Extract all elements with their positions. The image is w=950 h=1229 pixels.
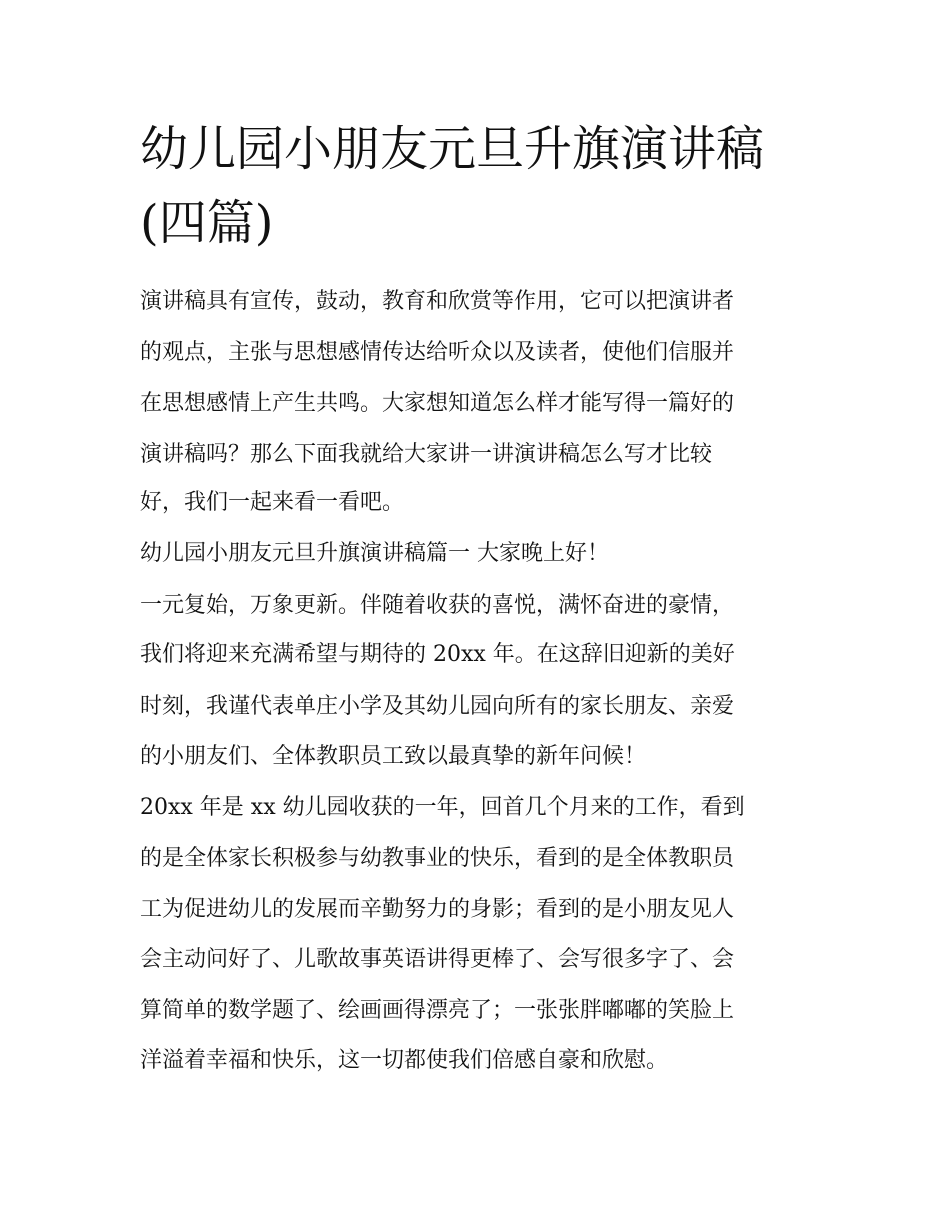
text-line: 在思想感情上产生共鸣。大家想知道怎么样才能写得一篇好的 — [140, 391, 735, 416]
text-line: 洋溢着幸福和快乐，这一切都使我们倍感自豪和欣慰。 — [140, 1048, 669, 1073]
text-line: 时刻，我谨代表单庄小学及其幼儿园向所有的家长朋友、亲爱 — [140, 694, 735, 719]
text-line: 的观点，主张与思想感情传达给听众以及读者，使他们信服并 — [140, 340, 735, 365]
text-line: 演讲稿吗？那么下面我就给大家讲一讲演讲稿怎么写才比较 — [140, 442, 713, 467]
title-line-2: (四篇) — [140, 195, 274, 251]
text-line: 的是全体家长积极参与幼教事业的快乐，看到的是全体教职员 — [140, 846, 735, 871]
document-page — [140, 0, 820, 1229]
text-line: 演讲稿具有宣传，鼓动，教育和欣赏等作用，它可以把演讲者 — [140, 289, 735, 314]
document-title — [140, 112, 820, 260]
text-line: 一元复始，万象更新。伴随着收获的喜悦，满怀奋进的豪情， — [140, 593, 735, 618]
section-heading: 幼儿园小朋友元旦升旗演讲稿篇一 大家晚上好！ — [140, 541, 609, 566]
text-line: 我们将迎来充满希望与期待的 20xx 年。在这辞旧迎新的美好 — [140, 642, 735, 667]
title-line-1: 幼儿园小朋友元旦升旗演讲稿 — [140, 121, 765, 177]
text-line: 20xx 年是 xx 幼儿园收获的一年，回首几个月来的工作，看到 — [140, 795, 745, 820]
text-line: 工为促进幼儿的发展而辛勤努力的身影；看到的是小朋友见人 — [140, 897, 735, 922]
text-line: 会主动问好了、儿歌故事英语讲得更棒了、会写很多字了、会 — [140, 947, 735, 972]
text-line: 算简单的数学题了、绘画画得漂亮了；一张张胖嘟嘟的笑脸上 — [140, 998, 735, 1023]
text-line: 好，我们一起来看一看吧。 — [140, 490, 405, 515]
text-line: 的小朋友们、全体教职员工致以最真挚的新年问候！ — [140, 744, 647, 769]
